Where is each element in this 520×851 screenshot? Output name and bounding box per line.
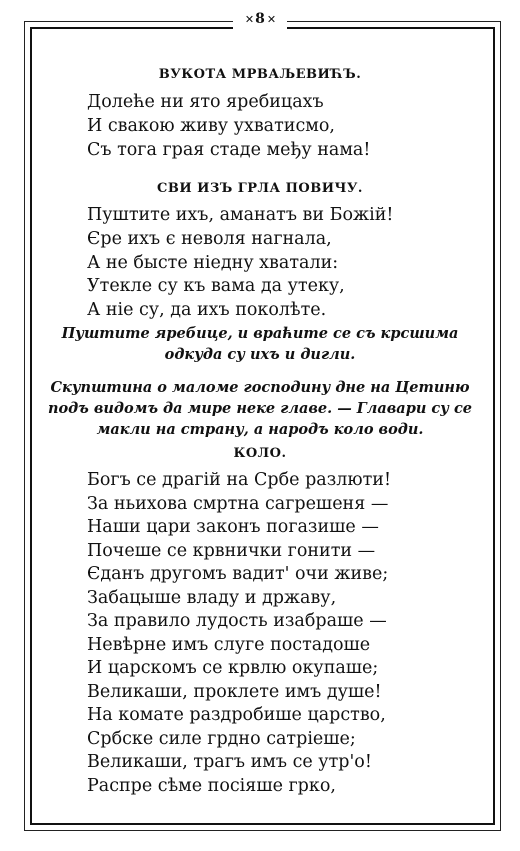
verse-line: Србске силе грдно сатріеше; xyxy=(87,729,356,749)
verse-line: Забацыше владу и државу, xyxy=(87,588,337,608)
verse-line: А не бысте ніедну хватали: xyxy=(87,253,339,273)
verse-line: Невѣрне имъ слуге постадоше xyxy=(87,635,371,655)
verse-line: Пуштите ихъ, аманатъ ви Божій! xyxy=(87,205,394,225)
verse-line: Єданъ другомъ вадит' очи живе; xyxy=(87,564,389,584)
verse-line: Съ тога грая стаде међу нама! xyxy=(87,140,371,160)
verse-line: Долеће ни ято яребицахъ xyxy=(87,92,324,112)
verse-line: Великаши, трагъ имъ се утр'о! xyxy=(87,752,372,772)
verse-line: Распре сѣме посіяше грко, xyxy=(87,776,336,796)
speaker-heading-all: СВИ ИЗЪ ГРЛА ПОВИЧУ. xyxy=(157,181,363,196)
verse-line: Наши цари законъ погазише — xyxy=(87,517,379,537)
verse-line: Почеше се крвнички гонити — xyxy=(87,541,376,561)
stage-direction-line: Пуштите яребице, и враћите се съ крсшима xyxy=(61,325,459,342)
verse-line: Богъ се драгій на Србе разлюти! xyxy=(87,470,392,490)
verse-line: На комате раздробише царство, xyxy=(87,705,386,725)
speaker-heading-vukota: ВУКОТА МРВАЉЕВИЋЪ. xyxy=(158,67,362,82)
verse-line: А ніе су, да ихъ поколѣте. xyxy=(87,300,327,320)
stage-direction-line: подъ видомъ да мире неке главе. — Главари су се xyxy=(47,400,473,417)
verse-line: Єре ихъ є неволя нагнала, xyxy=(87,229,332,249)
stage-direction-line: макли на страну, а народъ коло води. xyxy=(96,421,424,438)
verse-line: И царскомъ се крвлю окупаше; xyxy=(87,658,379,678)
page-number: 8 xyxy=(255,11,265,27)
verse-line: Утекле су къ вама да утеку, xyxy=(87,276,345,296)
verse-line: Великаши, проклете имъ душе! xyxy=(87,682,382,702)
kolo-heading: КОЛО. xyxy=(233,446,287,461)
page-number-ornament xyxy=(233,6,287,32)
verse-line: И свакою живу ухватисмо, xyxy=(87,116,335,136)
stage-direction-line: Скупштина о маломе господину дне на Цетиню xyxy=(50,379,470,396)
verse-line: За правило лудость изабраше — xyxy=(87,611,387,631)
ornament-right-icon: ✕ xyxy=(266,12,276,26)
ornament-left-icon: ✕ xyxy=(244,12,254,26)
stage-direction-line: одкуда су ихъ и дигли. xyxy=(164,346,356,363)
verse-line: За ньихова смртна сагрешеня — xyxy=(87,494,389,514)
